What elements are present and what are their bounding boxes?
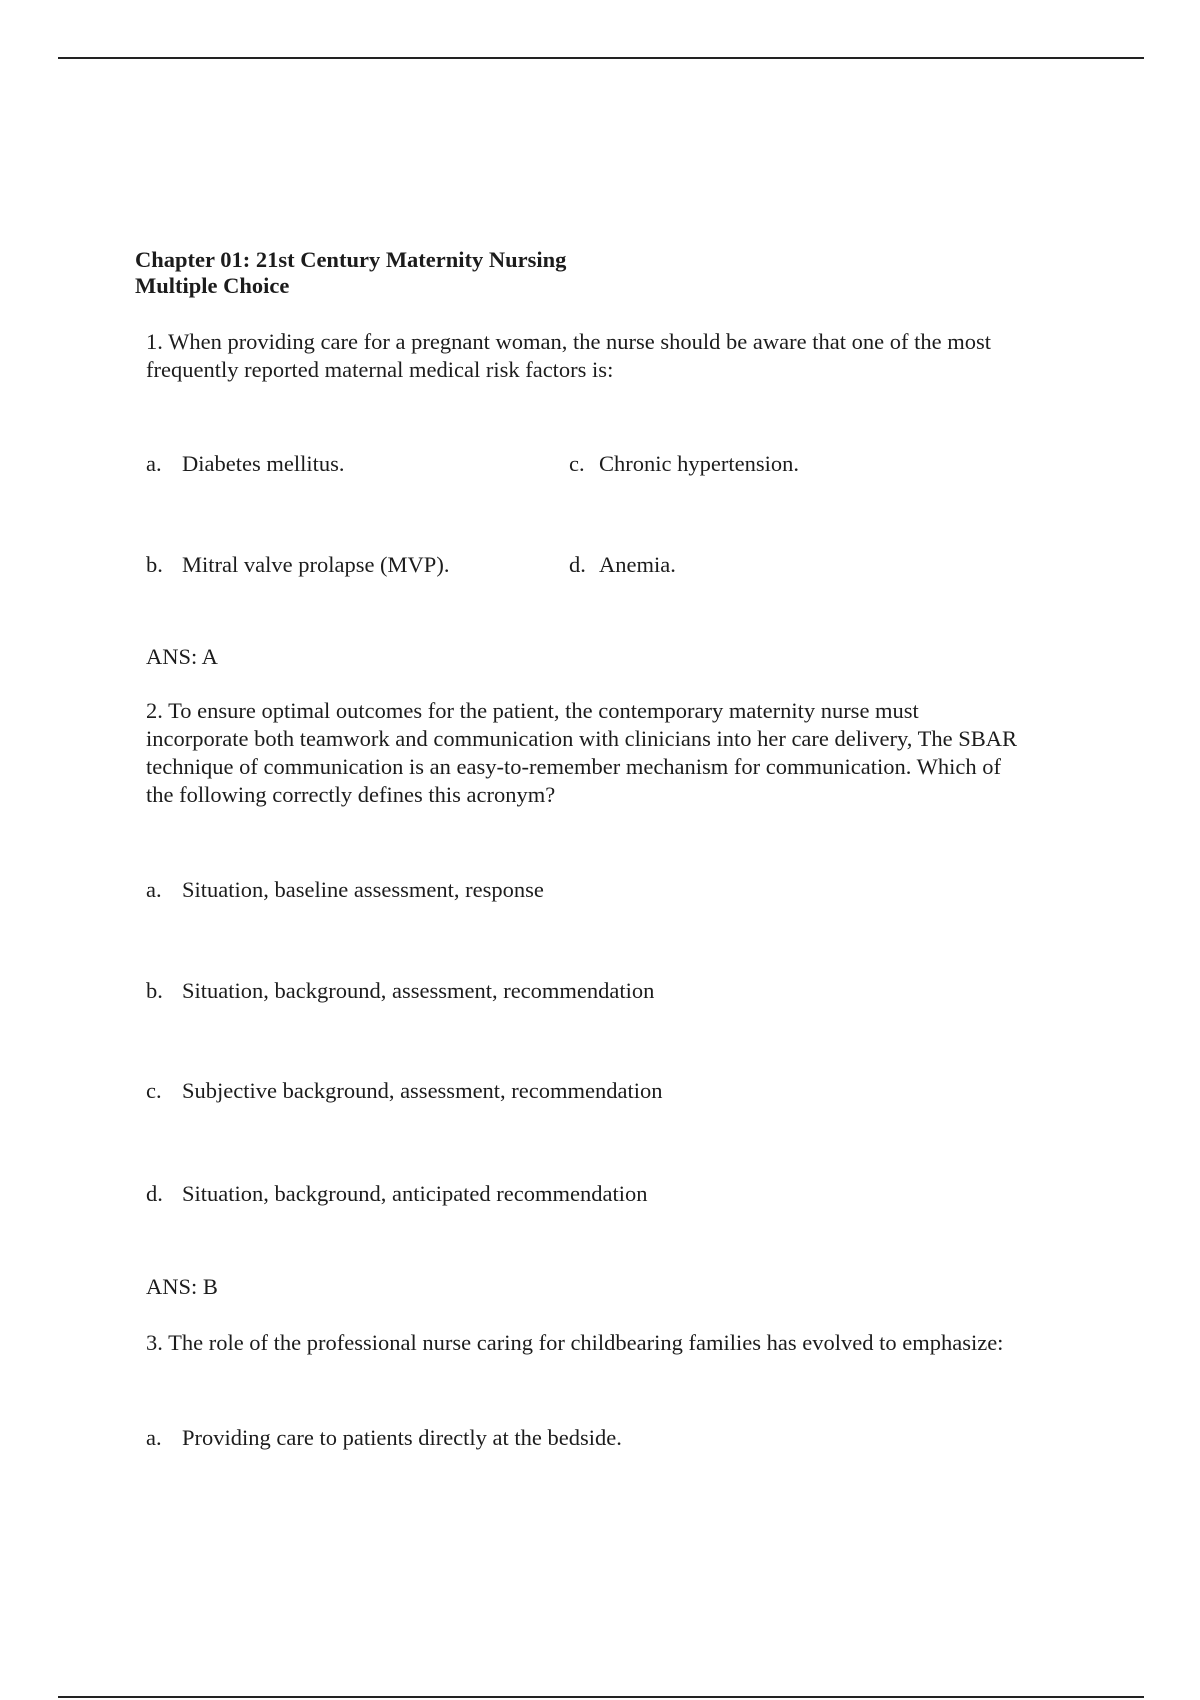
option-text: Situation, background, assessment, recommendation [182, 978, 655, 1003]
option-letter: c. [569, 451, 585, 476]
bottom-rule [58, 1696, 1144, 1698]
question-3-option-a [146, 1424, 622, 1452]
option-letter: a. [146, 451, 162, 476]
question-2-stem-line: the following correctly defines this acronym? [146, 782, 556, 807]
question-1-option-b [146, 551, 449, 579]
question-2-option-d [146, 1180, 648, 1208]
question-2-stem-line: 2. To ensure optimal outcomes for the patient, the contemporary maternity nurse must [146, 698, 919, 723]
question-1-answer: ANS: A [146, 644, 218, 669]
top-rule [58, 57, 1144, 59]
option-text: Chronic hypertension. [599, 451, 799, 476]
chapter-title: Chapter 01: 21st Century Maternity Nursing [135, 247, 567, 272]
question-2-option-b [146, 977, 654, 1005]
option-letter: d. [146, 1181, 163, 1206]
option-text: Providing care to patients directly at the bedside. [182, 1425, 622, 1450]
option-letter: a. [146, 877, 162, 902]
section-title: Multiple Choice [135, 273, 290, 298]
option-text: Mitral valve prolapse (MVP). [182, 552, 450, 577]
option-text: Diabetes mellitus. [182, 451, 345, 476]
option-text: Subjective background, assessment, recommendation [182, 1078, 663, 1103]
question-1-stem-line: 1. When providing care for a pregnant woman, the nurse should be aware that one of the most [146, 329, 991, 354]
question-2-answer: ANS: B [146, 1274, 218, 1299]
option-text: Situation, background, anticipated recommendation [182, 1181, 648, 1206]
question-3-stem [146, 1329, 1086, 1357]
question-1-option-c [569, 450, 799, 478]
option-text: Anemia. [599, 552, 676, 577]
question-1-stem [146, 328, 1086, 384]
question-1-stem-line: frequently reported maternal medical risk factors is: [146, 357, 614, 382]
question-2-option-c [146, 1077, 663, 1105]
question-3-stem-line: 3. The role of the professional nurse caring for childbearing families has evolved to emphasize: [146, 1330, 1004, 1355]
question-1-option-d [569, 551, 676, 579]
question-2-stem [146, 697, 1086, 809]
question-2-option-a [146, 876, 544, 904]
option-letter: a. [146, 1425, 162, 1450]
option-letter: d. [569, 552, 586, 577]
option-letter: b. [146, 978, 163, 1003]
option-text: Situation, baseline assessment, response [182, 877, 544, 902]
question-2-stem-line: incorporate both teamwork and communication with clinicians into her care delivery, The SBAR [146, 726, 1018, 751]
option-letter: b. [146, 552, 163, 577]
option-letter: c. [146, 1078, 162, 1103]
question-2-stem-line: technique of communication is an easy-to-remember mechanism for communication. Which of [146, 754, 1001, 779]
question-1-option-a [146, 450, 344, 478]
